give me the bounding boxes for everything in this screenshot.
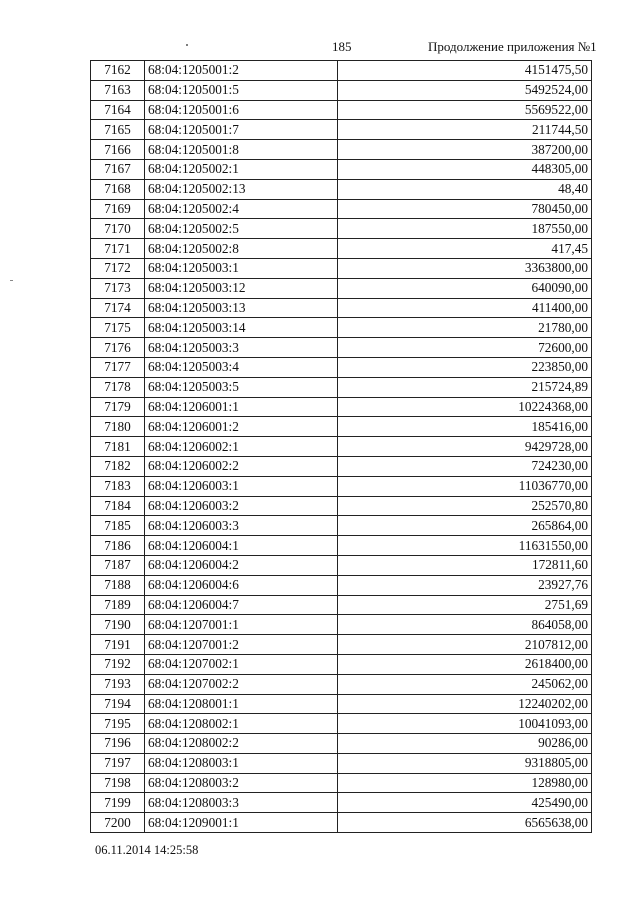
cadastral-number: 68:04:1206002:1 — [145, 437, 338, 457]
cadastral-value: 48,40 — [338, 179, 592, 199]
table-row — [91, 338, 592, 358]
row-number: 7191 — [91, 635, 145, 655]
table-row — [91, 239, 592, 259]
cadastral-value: 223850,00 — [338, 357, 592, 377]
cadastral-number: 68:04:1208001:1 — [145, 694, 338, 714]
table-row — [91, 595, 592, 615]
table-row — [91, 476, 592, 496]
cadastral-number: 68:04:1207002:2 — [145, 674, 338, 694]
cadastral-number: 68:04:1205003:5 — [145, 377, 338, 397]
table-row — [91, 80, 592, 100]
table-row — [91, 635, 592, 655]
cadastral-number: 68:04:1207001:2 — [145, 635, 338, 655]
cadastral-value: 6565638,00 — [338, 813, 592, 833]
row-number: 7183 — [91, 476, 145, 496]
cadastral-value: 448305,00 — [338, 159, 592, 179]
margin-mark — [10, 280, 13, 281]
row-number: 7165 — [91, 120, 145, 140]
cadastral-number: 68:04:1206004:7 — [145, 595, 338, 615]
table-row — [91, 120, 592, 140]
row-number: 7162 — [91, 61, 145, 81]
row-number: 7167 — [91, 159, 145, 179]
cadastral-number: 68:04:1206003:1 — [145, 476, 338, 496]
cadastral-number: 68:04:1205002:8 — [145, 239, 338, 259]
table-row — [91, 61, 592, 81]
row-number: 7171 — [91, 239, 145, 259]
cadastral-number: 68:04:1206004:6 — [145, 575, 338, 595]
cadastral-value: 3363800,00 — [338, 258, 592, 278]
cadastral-number: 68:04:1208003:1 — [145, 753, 338, 773]
table-row — [91, 159, 592, 179]
table-row — [91, 437, 592, 457]
table-row — [91, 674, 592, 694]
cadastral-number: 68:04:1205001:6 — [145, 100, 338, 120]
table-row — [91, 496, 592, 516]
cadastral-number: 68:04:1206001:2 — [145, 417, 338, 437]
row-number: 7180 — [91, 417, 145, 437]
row-number: 7187 — [91, 555, 145, 575]
cadastral-number: 68:04:1205003:3 — [145, 338, 338, 358]
cadastral-number: 68:04:1208003:2 — [145, 773, 338, 793]
table-row — [91, 734, 592, 754]
row-number: 7189 — [91, 595, 145, 615]
row-number: 7168 — [91, 179, 145, 199]
table-row — [91, 278, 592, 298]
cadastral-value: 215724,89 — [338, 377, 592, 397]
cadastral-value: 172811,60 — [338, 555, 592, 575]
cadastral-value: 417,45 — [338, 239, 592, 259]
cadastral-number: 68:04:1205002:4 — [145, 199, 338, 219]
cadastral-number: 68:04:1206004:1 — [145, 536, 338, 556]
row-number: 7188 — [91, 575, 145, 595]
cadastral-value: 5492524,00 — [338, 80, 592, 100]
cadastral-value: 72600,00 — [338, 338, 592, 358]
row-number: 7186 — [91, 536, 145, 556]
row-number: 7192 — [91, 654, 145, 674]
cadastral-value: 9318805,00 — [338, 753, 592, 773]
cadastral-value: 10224368,00 — [338, 397, 592, 417]
cadastral-value: 724230,00 — [338, 456, 592, 476]
cadastral-value: 90286,00 — [338, 734, 592, 754]
row-number: 7177 — [91, 357, 145, 377]
cadastral-number: 68:04:1205002:13 — [145, 179, 338, 199]
row-number: 7195 — [91, 714, 145, 734]
cadastral-number: 68:04:1208003:3 — [145, 793, 338, 813]
table-body — [91, 61, 592, 833]
table-row — [91, 417, 592, 437]
row-number: 7169 — [91, 199, 145, 219]
table-row — [91, 219, 592, 239]
cadastral-value: 2751,69 — [338, 595, 592, 615]
table-row — [91, 714, 592, 734]
row-number: 7173 — [91, 278, 145, 298]
cadastral-number: 68:04:1206002:2 — [145, 456, 338, 476]
cadastral-number: 68:04:1205002:1 — [145, 159, 338, 179]
table-row — [91, 377, 592, 397]
cadastral-value: 12240202,00 — [338, 694, 592, 714]
cadastral-value: 211744,50 — [338, 120, 592, 140]
row-number: 7185 — [91, 516, 145, 536]
table-row — [91, 654, 592, 674]
row-number: 7166 — [91, 140, 145, 160]
cadastral-number: 68:04:1208002:1 — [145, 714, 338, 734]
row-number: 7190 — [91, 615, 145, 635]
cadastral-value: 387200,00 — [338, 140, 592, 160]
cadastral-number: 68:04:1205003:13 — [145, 298, 338, 318]
table-row — [91, 298, 592, 318]
row-number: 7164 — [91, 100, 145, 120]
table-row — [91, 318, 592, 338]
row-number: 7179 — [91, 397, 145, 417]
cadastral-value: 11631550,00 — [338, 536, 592, 556]
cadastral-number: 68:04:1206003:3 — [145, 516, 338, 536]
print-timestamp: 06.11.2014 14:25:58 — [95, 843, 199, 857]
cadastral-number: 68:04:1205001:5 — [145, 80, 338, 100]
cadastral-value: 640090,00 — [338, 278, 592, 298]
table-row — [91, 575, 592, 595]
cadastral-value: 4151475,50 — [338, 61, 592, 81]
cadastral-number: 68:04:1205003:1 — [145, 258, 338, 278]
cadastral-number: 68:04:1208002:2 — [145, 734, 338, 754]
cadastral-value: 5569522,00 — [338, 100, 592, 120]
cadastral-value: 23927,76 — [338, 575, 592, 595]
row-number: 7181 — [91, 437, 145, 457]
cadastral-value-table — [90, 60, 592, 833]
table-row — [91, 397, 592, 417]
table-row — [91, 100, 592, 120]
cadastral-value: 11036770,00 — [338, 476, 592, 496]
table-row — [91, 615, 592, 635]
cadastral-value: 10041093,00 — [338, 714, 592, 734]
table-row — [91, 536, 592, 556]
row-number: 7175 — [91, 318, 145, 338]
cadastral-value: 864058,00 — [338, 615, 592, 635]
cadastral-value: 425490,00 — [338, 793, 592, 813]
row-number: 7198 — [91, 773, 145, 793]
cadastral-value: 780450,00 — [338, 199, 592, 219]
cadastral-number: 68:04:1207002:1 — [145, 654, 338, 674]
table-row — [91, 694, 592, 714]
cadastral-value: 9429728,00 — [338, 437, 592, 457]
row-number: 7200 — [91, 813, 145, 833]
cadastral-number: 68:04:1205001:8 — [145, 140, 338, 160]
cadastral-number: 68:04:1206003:2 — [145, 496, 338, 516]
cadastral-value: 2618400,00 — [338, 654, 592, 674]
table-row — [91, 516, 592, 536]
cadastral-number: 68:04:1205003:14 — [145, 318, 338, 338]
cadastral-value: 245062,00 — [338, 674, 592, 694]
cadastral-value: 21780,00 — [338, 318, 592, 338]
table-row — [91, 140, 592, 160]
table-row — [91, 456, 592, 476]
page-number: 185 — [332, 39, 352, 54]
cadastral-value: 128980,00 — [338, 773, 592, 793]
cadastral-number: 68:04:1209001:1 — [145, 813, 338, 833]
cadastral-number: 68:04:1205003:4 — [145, 357, 338, 377]
row-number: 7193 — [91, 674, 145, 694]
row-number: 7163 — [91, 80, 145, 100]
table-row — [91, 179, 592, 199]
row-number: 7170 — [91, 219, 145, 239]
table-row — [91, 258, 592, 278]
cadastral-value: 411400,00 — [338, 298, 592, 318]
cadastral-number: 68:04:1205001:2 — [145, 61, 338, 81]
row-number: 7178 — [91, 377, 145, 397]
row-number: 7199 — [91, 793, 145, 813]
row-number: 7196 — [91, 734, 145, 754]
table-row — [91, 773, 592, 793]
table-row — [91, 793, 592, 813]
row-number: 7176 — [91, 338, 145, 358]
table-row — [91, 357, 592, 377]
table-row — [91, 555, 592, 575]
cadastral-number: 68:04:1207001:1 — [145, 615, 338, 635]
appendix-continuation-label: Продолжение приложения №1 — [428, 39, 597, 54]
cadastral-value: 187550,00 — [338, 219, 592, 239]
row-number: 7174 — [91, 298, 145, 318]
row-number: 7172 — [91, 258, 145, 278]
row-number: 7184 — [91, 496, 145, 516]
table-row — [91, 199, 592, 219]
cadastral-number: 68:04:1206001:1 — [145, 397, 338, 417]
cadastral-value: 252570,80 — [338, 496, 592, 516]
row-number: 7182 — [91, 456, 145, 476]
cadastral-number: 68:04:1206004:2 — [145, 555, 338, 575]
cadastral-value: 265864,00 — [338, 516, 592, 536]
row-number: 7197 — [91, 753, 145, 773]
table-row — [91, 813, 592, 833]
cadastral-number: 68:04:1205003:12 — [145, 278, 338, 298]
scan-speck — [186, 44, 188, 46]
row-number: 7194 — [91, 694, 145, 714]
table-row — [91, 753, 592, 773]
cadastral-value: 2107812,00 — [338, 635, 592, 655]
cadastral-number: 68:04:1205001:7 — [145, 120, 338, 140]
cadastral-value: 185416,00 — [338, 417, 592, 437]
cadastral-number: 68:04:1205002:5 — [145, 219, 338, 239]
